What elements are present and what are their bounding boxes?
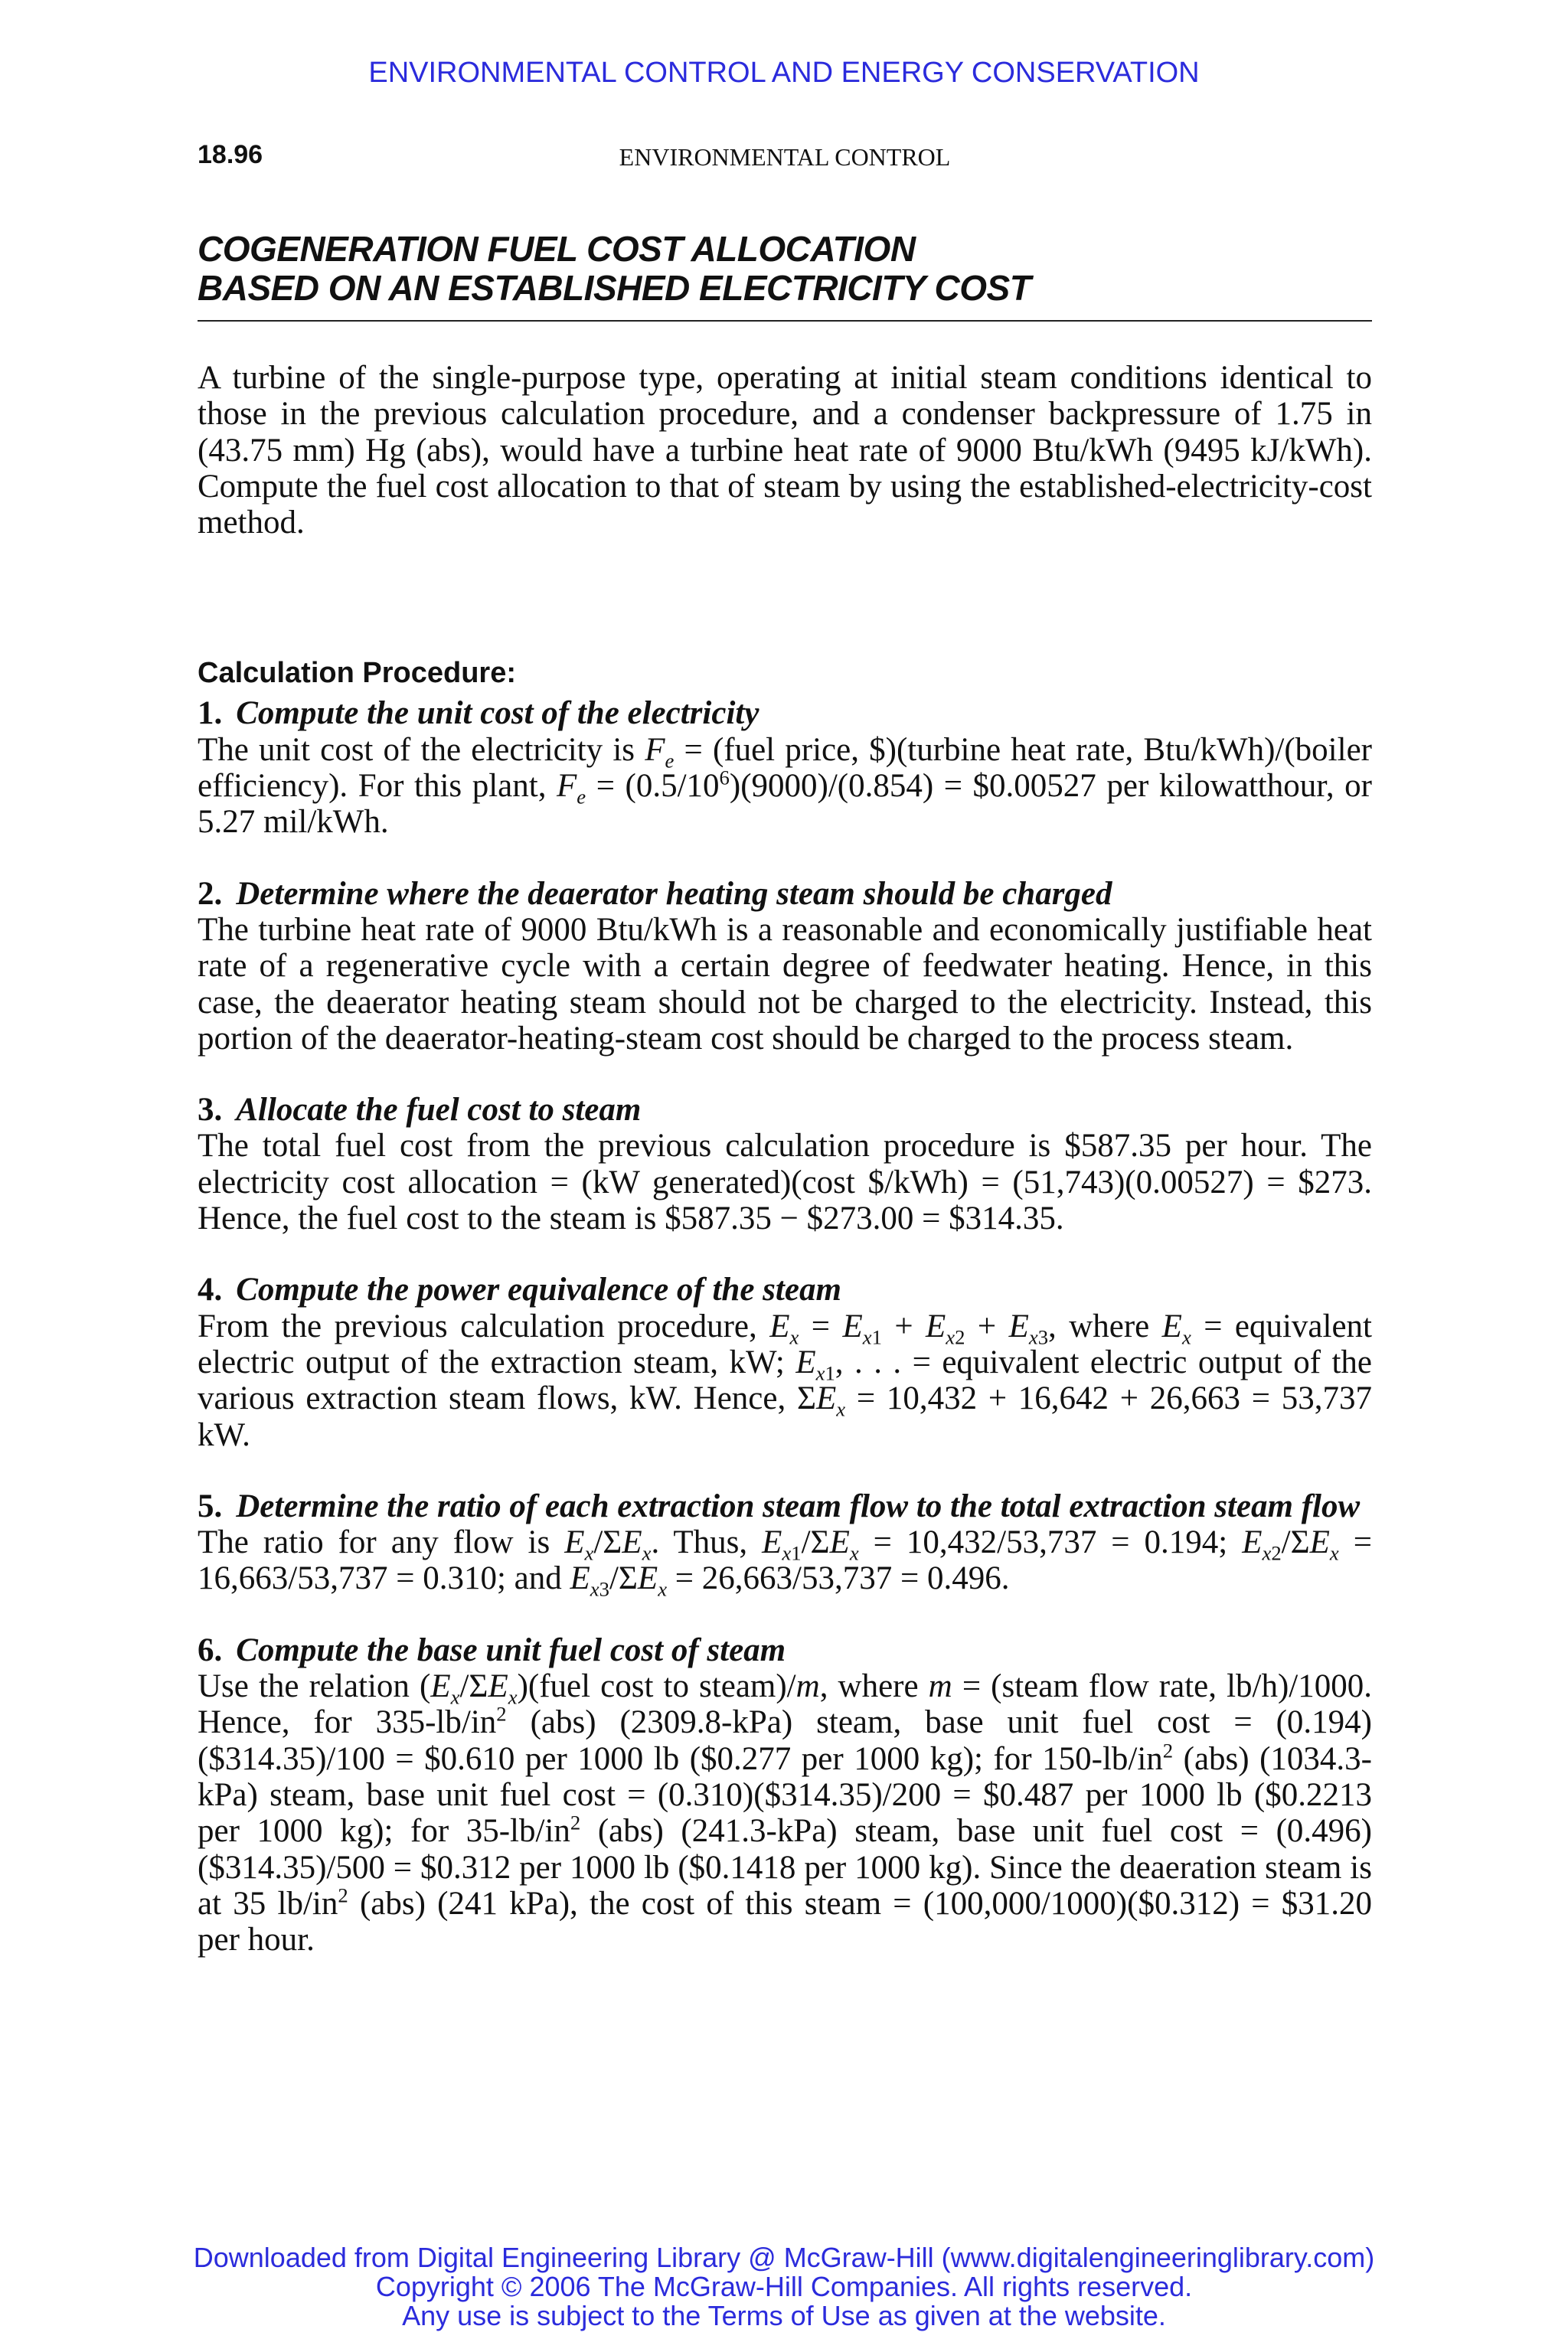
article-body	[198, 360, 1372, 1993]
footer-copyright: Copyright © 2006 The McGraw-Hill Companies. All rights reserved.	[375, 2271, 1193, 2302]
title-divider	[198, 320, 1372, 322]
step-1	[198, 695, 1372, 840]
step-2	[198, 876, 1372, 1057]
step-text: The total fuel cost from the previous calculation procedure is $587.35 per hour. The electricity cost allocation = (kW generated)(cost $/kWh) = (51,743)(0.00527) = $273. Hence, the fuel cost to the steam is $587.35 − $273.00 = $314.35.	[198, 1128, 1372, 1237]
step-heading: 2. Determine where the deaerator heating steam should be charged	[198, 875, 1112, 912]
running-head	[198, 140, 1372, 175]
step-text: Use the relation $(E_x/\Sigma E_x)(fuel$ cost to steam)/m, where m = (steam flow rate, lb/h)/1000. Hence, for $335-lb/in^2$ (abs) (2309.8-kPa) steam, base unit fuel cost = (0.194)($314.35)/100 = $0.610 per 1000 lb ($0.277 per 1000 kg); for $150-lb/in^2$ (abs) (1034.3-kPa) steam, base unit fuel cost = (0.310)($314.35)/200 = $0.487 per 1000 lb ($0.2213 per 1000 kg); for $35-lb/in^2$ (abs) (241.3-kPa) steam, base unit fuel cost = (0.496)($314.35)/500 = $0.312 per 1000 lb ($0.1418 per 1000 kg). Since the deaeration steam is at 35 $lb/in^2$ (abs) (241 kPa), the cost of this steam = (100,000/1000)($0.312) = $31.20 per hour.	[198, 1668, 1373, 1958]
step-heading: 4. Compute the power equivalence of the steam	[198, 1272, 841, 1308]
step-heading: 6. Compute the base unit fuel cost of steam	[198, 1632, 786, 1668]
step-6	[198, 1632, 1372, 1958]
footer-link-line[interactable]: Downloaded from Digital Engineering Library @ McGraw-Hill (www.digitalengineeringlibrary.com)	[193, 2242, 1375, 2273]
step-heading: 3. Allocate the fuel cost to steam	[198, 1092, 642, 1129]
download-notice	[0, 2243, 1568, 2331]
article-title-line-2: BASED ON AN ESTABLISHED ELECTRICITY COST	[198, 268, 1031, 308]
step-5	[198, 1488, 1372, 1602]
footer-terms[interactable]: Any use is subject to the Terms of Use as given at the website.	[402, 2300, 1166, 2331]
step-text: The ratio for any flow is $E_x/\Sigma E_x$. Thus, $E_{x1}/\Sigma E_x = 10,432/53,737 = 0.194$; $E_{x2}/\Sigma E_x = 16,663/53,737 = 0.310$; and $E_{x3}/\Sigma E_x = 26,663/53,737 = 0.496$.	[198, 1524, 1372, 1602]
problem-statement: A turbine of the single-purpose type, operating at initial steam conditions identical to those in the previous calculation procedure, and a condenser backpressure of 1.75 in (43.75 mm) Hg (abs), would have a turbine heat rate of 9000 Btu/kWh (9495 kJ/kWh). Compute the fuel cost allocation to that of steam by using the established-electricity-cost method.	[198, 360, 1372, 541]
step-text: The unit cost of the electricity is $F_e$ = (fuel price, $)(turbine heat rate, Btu/kWh)/(boiler efficiency). For this plant, $F_e = (0.5/10^6)(9000)/(0.854)$ = $0.00527 per kilowatthour, or 5.27 mil/kWh.	[198, 731, 1372, 841]
step-4	[198, 1272, 1372, 1452]
article-title-line-1: COGENERATION FUEL COST ALLOCATION	[198, 229, 916, 269]
procedure-heading: Calculation Procedure:	[198, 657, 516, 690]
step-3	[198, 1092, 1372, 1236]
step-heading: 1. Compute the unit cost of the electricity	[198, 695, 760, 732]
document-banner: ENVIRONMENTAL CONTROL AND ENERGY CONSERVATION	[368, 57, 1200, 89]
section-title: ENVIRONMENTAL CONTROL	[619, 143, 951, 171]
step-text: From the previous calculation procedure, $E_x = E_{x1} + E_{x2} + E_{x3}$, where $E_x$ = equivalent electric output of the extraction steam, kW; $E_{x1}$, . . . = equivalent electric output of the various extraction steam flows, kW. Hence, $\Sigma E_x = 10,432 + 16,642 + 26,663 = 53,737$ kW.	[198, 1308, 1372, 1453]
page-number: 18.96	[198, 140, 263, 169]
step-heading: 5. Determine the ratio of each extraction steam flow to the total extraction steam flow	[198, 1488, 1361, 1524]
step-text: The turbine heat rate of 9000 Btu/kWh is a reasonable and economically justifiable heat rate of a regenerative cycle with a certain degree of feedwater heating. Hence, in this case, the deaerator heating steam should not be charged to the electricity. Instead, this portion of the deaerator-heating-steam cost should be charged to the process steam.	[198, 911, 1372, 1057]
article-title	[198, 230, 1372, 308]
